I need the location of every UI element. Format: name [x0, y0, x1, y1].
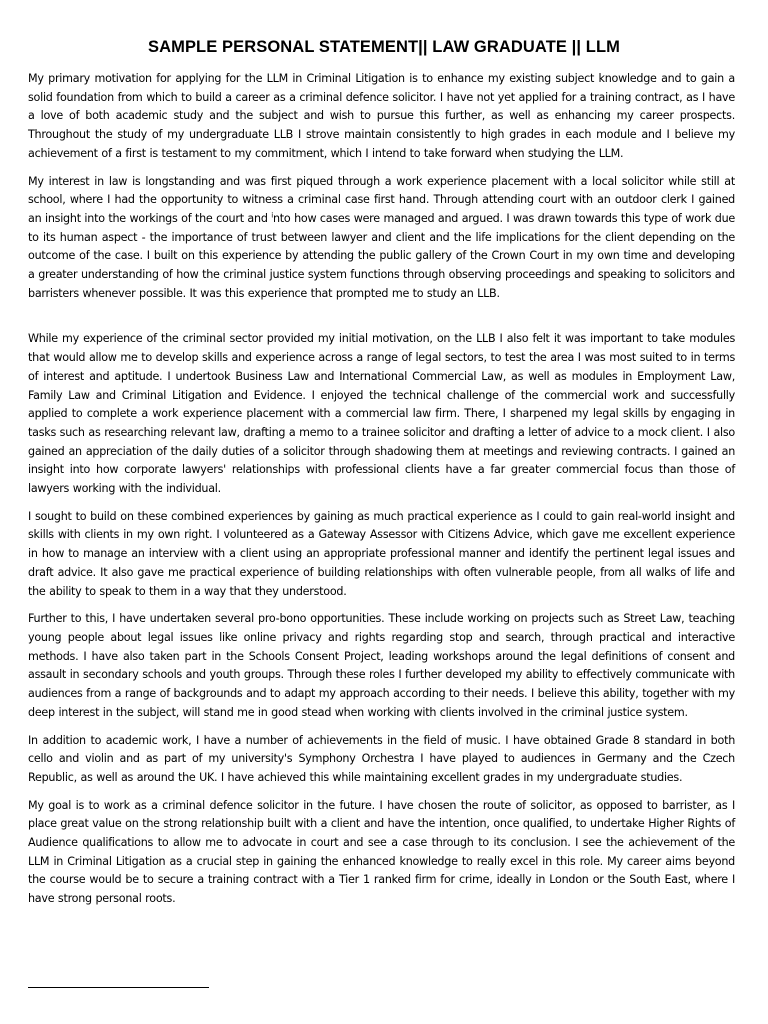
paragraph-practical-experience: I sought to build on these combined experiences by gaining as much practical experience as I could to gain real-world insight and skills with clients in my own right. I volunteered as a Gateway Assessor with Citizens Advice, which gave me excellent experience in how to manage an interview with a client using an appropriate professional manner and identify the pertinent legal issues and draft advice. It also gave me practical experience of building relationships with often vulnerable people, from all walks of life and the ability to speak to them in a way that they understood. [28, 509, 735, 598]
footnote-marker: i [271, 211, 273, 220]
document-title: SAMPLE PERSONAL STATEMENT|| LAW GRADUATE || LLM [147, 38, 621, 56]
paragraph-career-goal: My goal is to work as a criminal defence solicitor in the future. I have chosen the route of solicitor, as opposed to barrister, as I place great value on the strong relationship built with a client and have the intention, once qualified, to undertake Higher Rights of Audience qualifications to allow me to advocate in court and see a case through to its conclusion. I see the achievement of the LLM in Criminal Litigation as a crucial step in gaining the enhanced knowledge to really excel in this role. My career aims beyond the course would be to secure a training contract with a Tier 1 ranked firm for crime, ideally in London or the South East, where I have strong personal roots. [28, 798, 735, 906]
paragraph-music: In addition to academic work, I have a number of achievements in the field of music. I have obtained Grade 8 standard in both cello and violin and as part of my university's Symphony Orchestra I have played to audiences in Germany and the Czech Republic, as well as around the UK. I have achieved this while maintaining excellent grades in my undergraduate studies. [28, 733, 735, 784]
paragraph-interest-text-after: nto how cases were managed and argued. I was drawn towards this type of work due to its human aspect - the importance of trust between lawyer and client and the life implications for the client depending on the outcome of the case. I built on this experience by attending the public gallery of the Crown Court in my own time and developing a greater understanding of how the criminal justice system functions through observing proceedings and speaking to solicitors and barristers whenever possible. It was this experience that prompted me to study an LLB. [28, 211, 736, 300]
paragraph-interest-in-law [28, 173, 735, 304]
document-body [28, 70, 735, 918]
paragraph-pro-bono: Further to this, I have undertaken several pro-bono opportunities. These include working on projects such as Street Law, teaching young people about legal issues like online privacy and rights regarding stop and search, through practical and interactive methods. I have also taken part in the Schools Consent Project, leading workshops around the legal definitions of consent and assault in secondary schools and youth groups. Through these roles I further developed my ability to effectively communicate with audiences from a range of backgrounds and to adapt my approach according to their needs. I believe this ability, together with my deep interest in the subject, will stand me in good stead when working with clients involved in the criminal justice system. [28, 612, 735, 719]
footnote-separator [28, 987, 209, 988]
paragraph-interest-text-before: My interest in law is longstanding and was first piqued through a work experience placement with a local solicitor while still at school, where I had the opportunity to witness a criminal case first hand. Through attending court with an outdoor clerk I gained an insight into the workings of the court and [28, 174, 735, 225]
paragraph-motivation: My primary motivation for applying for the LLM in Criminal Litigation is to enhance my existing subject knowledge and to gain a solid foundation from which to build a career as a criminal defence solicitor. I have not yet applied for a training contract, as I have a love of both academic study and the subject and wish to pursue this further, as well as enhancing my career prospects. Throughout the study of my undergraduate LLB I strove maintain consistently to high grades in each module and I believe my achievement of a first is testament to my commitment, which I intend to take forward when studying the LLM. [28, 72, 735, 160]
paragraph-legal-sectors: While my experience of the criminal sector provided my initial motivation, on the LLB I also felt it was important to take modules that would allow me to develop skills and experience across a range of legal sectors, to test the area I was most suited to in terms of interest and aptitude. I undertook Business Law and International Commercial Law, as well as modules in Employment Law, Family Law and Criminal Litigation and Evidence. I enjoyed the technical challenge of the commercial work and successfully applied to complete a work experience placement with a commercial law firm. There, I sharpened my legal skills by engaging in tasks such as researching relevant law, drafting a memo to a trainee solicitor and drafting a letter of advice to a mock client. I also gained an appreciation of the daily duties of a solicitor through shadowing them at meetings and reviewing contracts. I gained an insight into how corporate lawyers' relationships with professional clients have a far greater commercial focus than those of lawyers working with the individual. [28, 332, 735, 496]
